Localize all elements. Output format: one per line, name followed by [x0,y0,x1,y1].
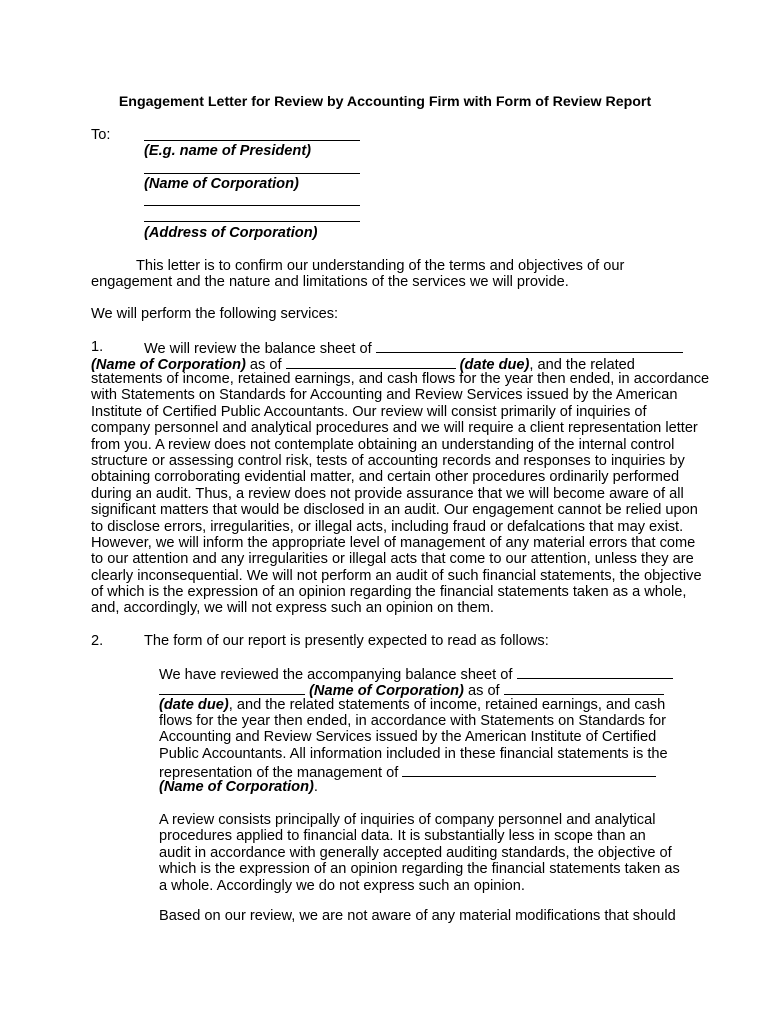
report-p2-line: procedures applied to financial data. It is substantially less in scope than an [159,828,646,845]
item1-body-line: to our attention and any irregularities or illegal acts that come to our attention, unless they are [91,551,694,568]
report-p1-blank-1 [517,665,673,679]
item1-number: 1. [91,339,104,355]
report-p1-as-of: as of [463,683,504,699]
report-p1-after-date: , and the related statements of income, retained earnings, and cash [228,697,666,713]
report-p1-body-line: flows for the year then ended, in accordance with Statements on Standards for [159,713,667,729]
item1-body-line: company personnel and analytical procedures and we will require a client representation letter [91,420,698,437]
report-p1-corp: (Name of Corporation) [309,683,464,699]
report-p2-line: audit in accordance with generally accepted auditing standards, the objective of [159,844,672,861]
intro-line-1: This letter is to confirm our understanding of the terms and objectives of our [136,258,625,274]
item1-body-line: from you. A review does not contemplate obtaining an understanding of the internal control [91,436,675,453]
item1-body-line: to disclose errors, irregularities, or illegal acts, including fraud or defalcations that may exist. [91,518,684,535]
address-line-2 [144,208,360,226]
report-p2-line: which is the expression of an opinion regarding the financial statements taken as [159,861,680,878]
report-p1-date: (date due) [159,697,229,713]
item1-body-line: clearly inconsequential. We will not perform an audit of such financial statements, the objective [91,567,702,584]
president-hint: (E.g. name of President) [144,143,312,159]
address-hint: (Address of Corporation) [144,225,318,241]
report-p3: Based on our review, we are not aware of any material modifications that should [159,908,676,924]
report-p1-mgmt-blank [402,763,656,777]
item1-body-line: statements of income, retained earnings, and cash flows for the year then ended, in accordance [91,371,710,387]
item1-corp: (Name of Corporation) [91,357,246,373]
report-p1-body [159,713,668,762]
item1-body-line: However, we will inform the appropriate level of management of any material errors that come [91,534,696,551]
report-p1-date-blank [504,681,664,695]
item1-body-line: of which is the expression of an opinion regarding the financial statements taken as a whole, [91,584,687,601]
report-p1-end-line [159,779,318,795]
report-p1-body-line: Public Accountants. All information included in these financial statements is the [159,745,668,762]
report-p2-line: A review consists principally of inquiries of company personnel and analytical [159,812,656,828]
to-label: To: [91,127,111,143]
item1-as-of: as of [245,357,286,373]
report-p1-body-line: Accounting and Review Services issued by the American Institute of Certified [159,729,657,746]
report-p1-line-3 [159,697,665,713]
item1-date-due: (date due) [459,357,530,373]
item1-body-line: during an audit. Thus, a review does not provide assurance that we will become aware of all [91,485,684,502]
document-title: Engagement Letter for Review by Accounting Firm with Form of Review Report [118,94,652,110]
intro-line-2: engagement and the nature and limitations of the services we will provide. [91,274,569,291]
item1-body-line: Institute of Certified Public Accountants. Our review will consist primarily of inquiries of [91,403,647,420]
item1-body-line: structure or assessing control risk, tests of accounting records and responses to inquiries by [91,452,685,469]
item1-body-line: obtaining corroborating evidential matter, and certain other procedures ordinarily performed [91,469,680,486]
item1-body-line: significant matters that would be disclosed in an audit. Our engagement cannot be relied upon [91,502,698,519]
report-p2 [159,812,680,894]
services-heading: We will perform the following services: [91,306,339,322]
item1-body-line: with Statements on Standards for Accounting and Review Services issued by the American [91,387,678,404]
item1-date-blank [286,355,456,369]
report-p2-line: a whole. Accordingly we do not express such an opinion. [159,877,525,894]
item1-body [91,371,709,617]
item2-text: The form of our report is presently expected to read as follows: [144,633,549,649]
corporation-hint: (Name of Corporation) [144,176,299,192]
report-p1-period: . [313,779,318,795]
report-p1-rep: representation of the management of [159,765,399,781]
report-p1-blank-2 [159,681,305,695]
item1-after-date: , and the related [529,357,635,373]
item1-corp-blank [376,339,683,353]
item1-lead-text: We will review the balance sheet of [144,341,372,357]
report-p1-corp-end: (Name of Corporation) [159,779,314,795]
intro-paragraph [91,258,624,291]
item1-body-line: and, accordingly, we will not express such an opinion on them. [91,600,494,617]
item2-number: 2. [91,633,104,649]
report-p1-lead: We have reviewed the accompanying balance sheet of [159,667,513,683]
